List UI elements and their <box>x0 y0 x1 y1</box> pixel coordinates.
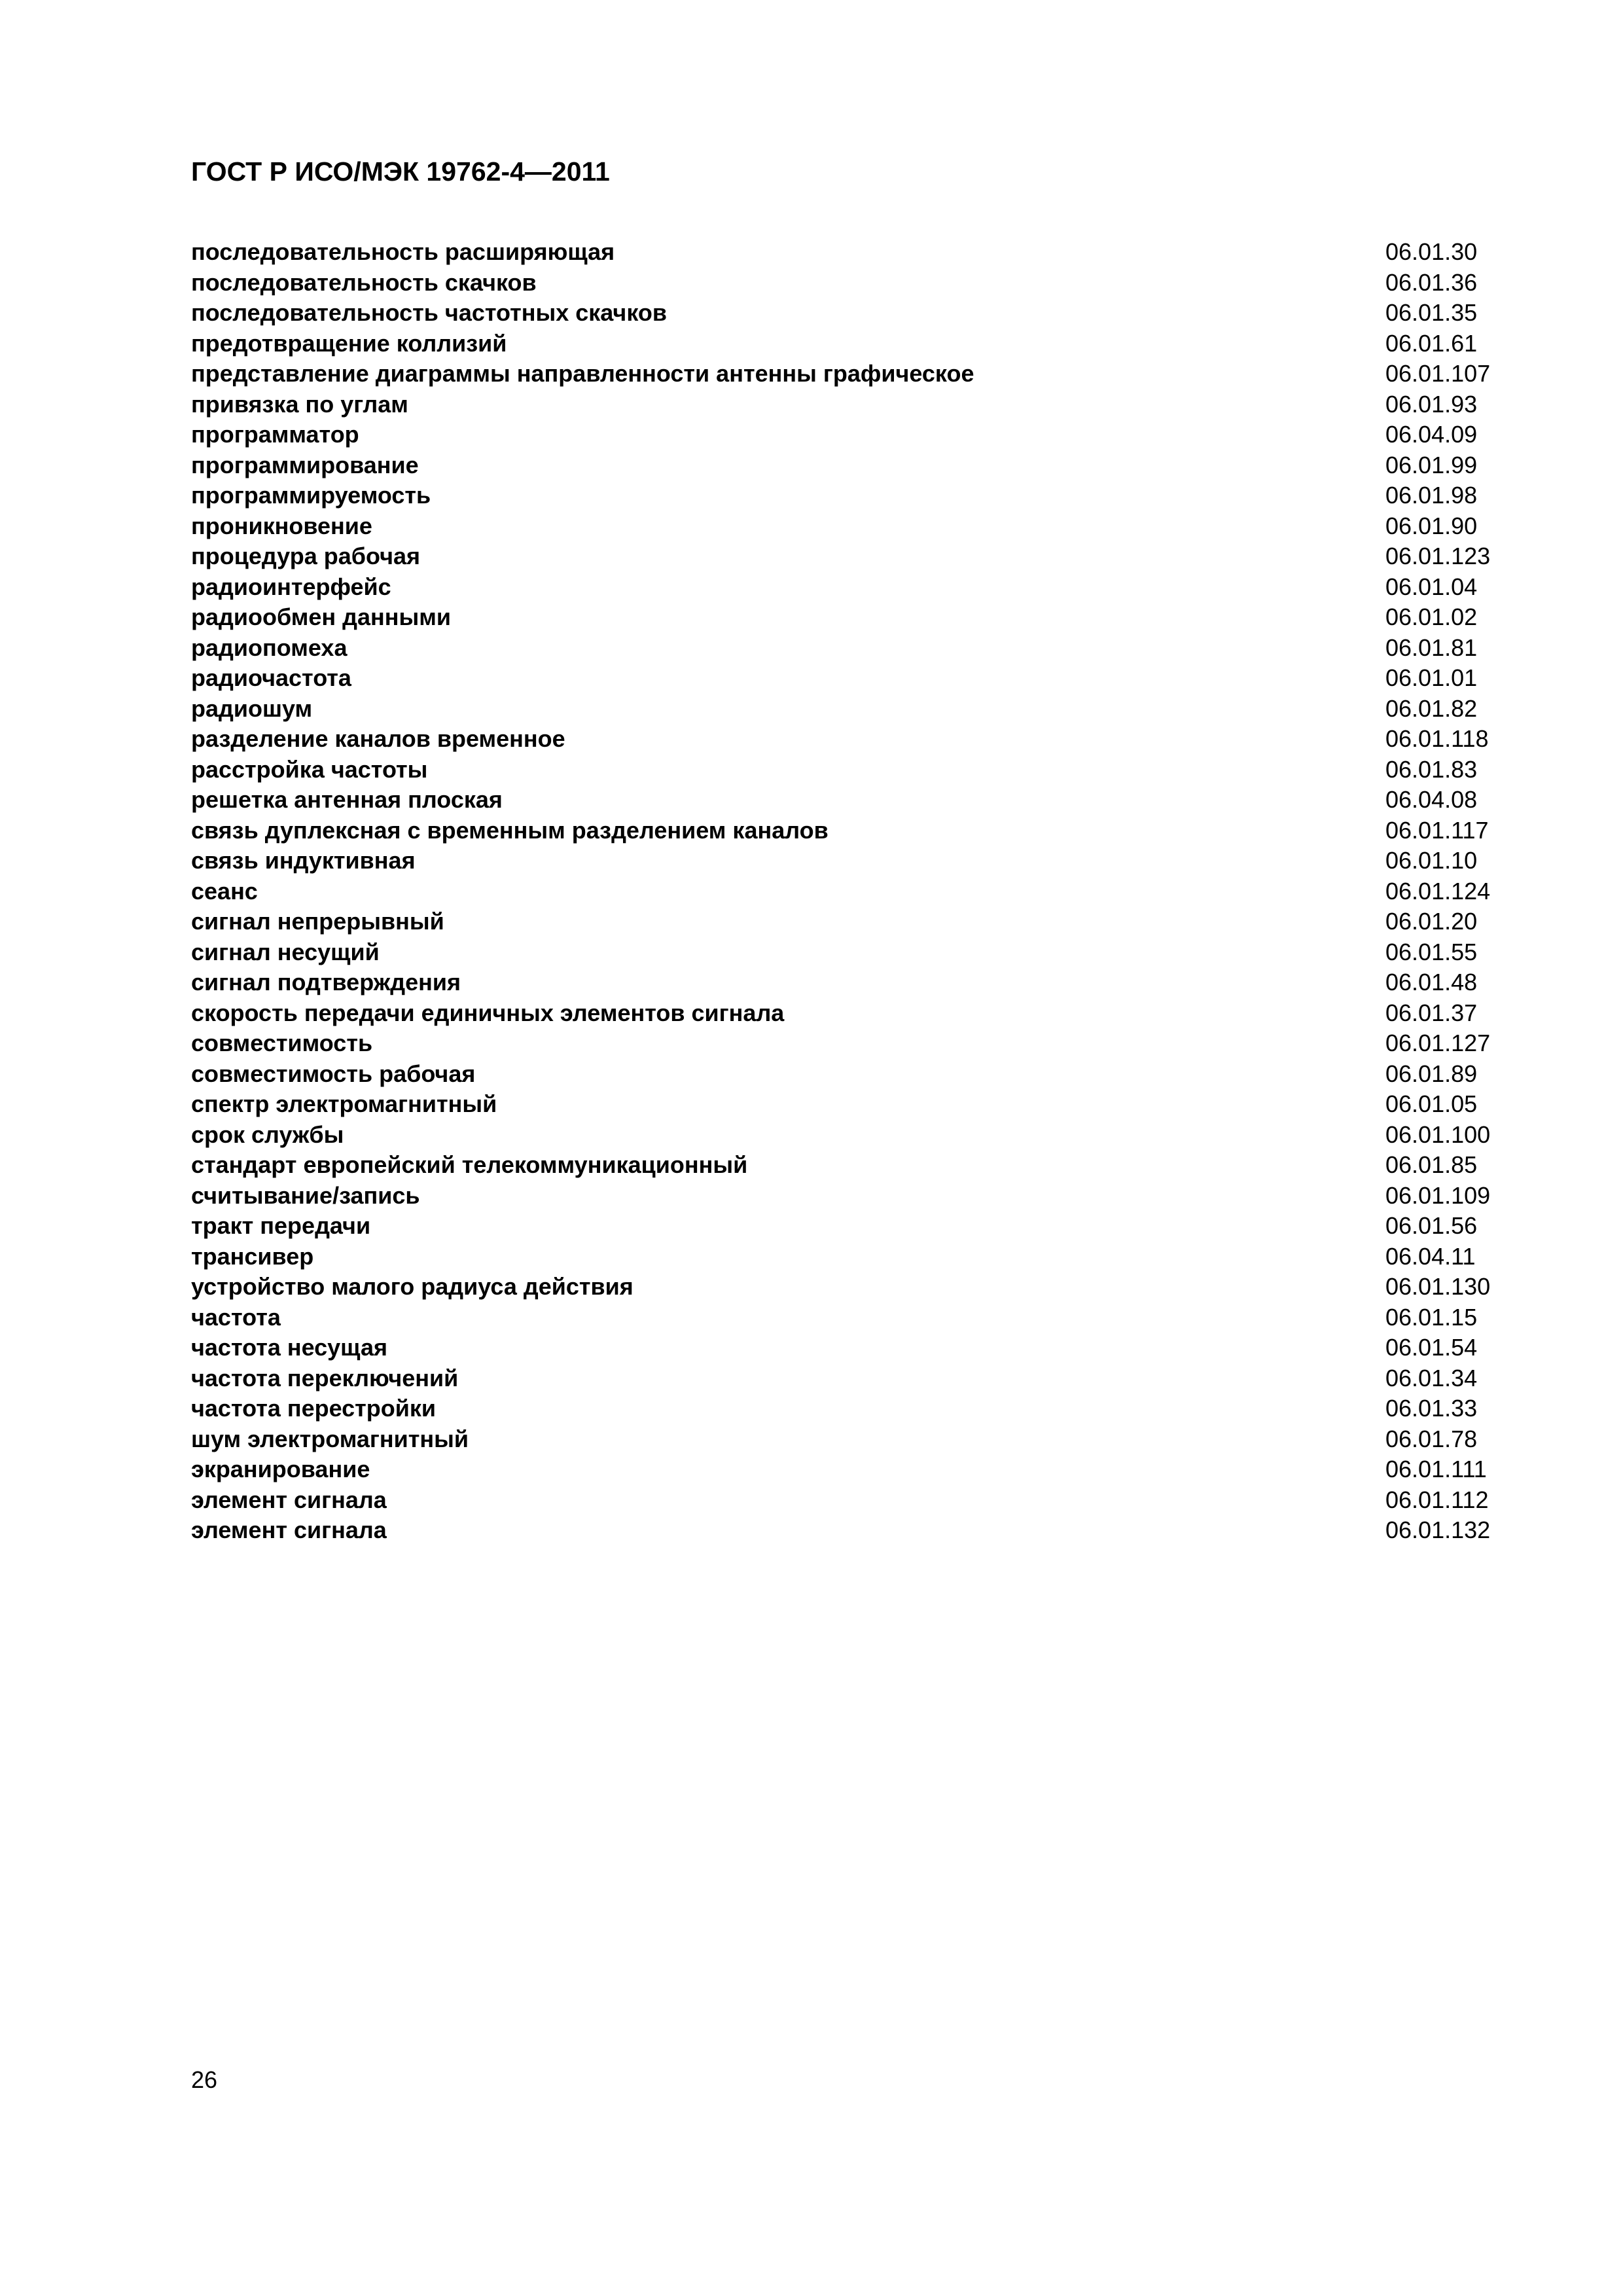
index-term: спектр электромагнитный <box>191 1090 497 1117</box>
index-code: 06.01.04 <box>1385 573 1478 600</box>
index-term: частота <box>191 1303 281 1331</box>
index-entry <box>191 480 1500 511</box>
index-term: элемент сигнала <box>191 1486 387 1513</box>
index-code: 06.01.111 <box>1385 1456 1487 1482</box>
index-entry <box>191 906 1500 937</box>
index-code: 06.01.10 <box>1385 847 1478 874</box>
document-title: ГОСТ Р ИСО/МЭК 19762-4—2011 <box>191 156 610 187</box>
index-entry <box>191 1150 1500 1181</box>
index-entry <box>191 1028 1500 1059</box>
index-term: радиочастота <box>191 664 351 691</box>
index-entry <box>191 602 1500 633</box>
index-entry <box>191 511 1500 542</box>
index-entry <box>191 1485 1500 1516</box>
index-code: 06.01.01 <box>1385 664 1478 691</box>
index-term: частота несущая <box>191 1334 388 1361</box>
index-code: 06.01.124 <box>1385 877 1491 905</box>
index-entry <box>191 876 1500 907</box>
index-code: 06.01.89 <box>1385 1060 1478 1087</box>
index-term: сигнал подтверждения <box>191 969 461 996</box>
index-entry <box>191 1302 1500 1333</box>
index-entry <box>191 1515 1500 1546</box>
index-entry <box>191 1242 1500 1272</box>
index-entry <box>191 268 1500 298</box>
index-code: 06.01.90 <box>1385 512 1478 539</box>
index-code: 06.01.117 <box>1385 816 1489 844</box>
index-term: последовательность расширяющая <box>191 238 615 265</box>
index-code: 06.01.34 <box>1385 1364 1478 1391</box>
index-term: связь дуплексная с временным разделением каналов <box>191 816 829 844</box>
index-entry <box>191 1089 1500 1120</box>
index-code: 06.01.109 <box>1385 1181 1491 1209</box>
index-entry <box>191 937 1500 968</box>
index-entry <box>191 1272 1500 1302</box>
index-entry <box>191 572 1500 603</box>
index-code: 06.01.33 <box>1385 1395 1478 1422</box>
index-term: разделение каналов временное <box>191 725 565 752</box>
index-code: 06.01.132 <box>1385 1516 1491 1543</box>
index-entry <box>191 1363 1500 1394</box>
index-term: радиошум <box>191 694 313 722</box>
index-term: сеанс <box>191 877 258 905</box>
index-term: проникновение <box>191 512 372 539</box>
index-term: предотвращение коллизий <box>191 329 507 357</box>
index-entry <box>191 694 1500 725</box>
index-entry <box>191 785 1500 816</box>
index-term: последовательность скачков <box>191 268 537 296</box>
index-entry <box>191 1424 1500 1455</box>
index-code: 06.01.20 <box>1385 908 1478 935</box>
index-entry <box>191 755 1500 785</box>
index-term: процедура рабочая <box>191 543 420 569</box>
index-term: привязка по углам <box>191 390 408 418</box>
index-entry <box>191 420 1500 450</box>
index-code: 06.01.35 <box>1385 299 1478 326</box>
index-code: 06.01.37 <box>1385 999 1478 1026</box>
index-term: последовательность частотных скачков <box>191 299 667 326</box>
index-entry <box>191 1059 1500 1090</box>
index-code: 06.01.02 <box>1385 603 1478 630</box>
index-term: стандарт европейский телекоммуникационный <box>191 1151 748 1178</box>
index-entry <box>191 329 1500 359</box>
index-code: 06.01.55 <box>1385 938 1478 965</box>
index-term: шум электромагнитный <box>191 1425 469 1452</box>
index-code: 06.01.78 <box>1385 1425 1478 1452</box>
index-term: трансивер <box>191 1242 314 1270</box>
index-code: 06.01.99 <box>1385 451 1478 478</box>
index-entry <box>191 663 1500 694</box>
index-term: совместимость рабочая <box>191 1060 476 1087</box>
index-code: 06.01.61 <box>1385 329 1478 357</box>
index-term: устройство малого радиуса действия <box>191 1273 633 1300</box>
index-term: срок службы <box>191 1121 344 1148</box>
index-entry <box>191 1333 1500 1363</box>
index-term: расстройка частоты <box>191 755 428 783</box>
index-term: программатор <box>191 421 359 448</box>
index-entry <box>191 1454 1500 1485</box>
index-code: 06.01.83 <box>1385 755 1478 783</box>
index-code: 06.01.112 <box>1385 1486 1489 1513</box>
index-term: считывание/запись <box>191 1181 420 1209</box>
index-code: 06.01.130 <box>1385 1273 1491 1300</box>
index-entry <box>191 541 1500 572</box>
page-number: 26 <box>191 2066 218 2093</box>
index-entry <box>191 967 1500 998</box>
index-entry <box>191 298 1500 329</box>
index-term: тракт передачи <box>191 1212 371 1239</box>
index-entry <box>191 1181 1500 1211</box>
index-code: 06.01.85 <box>1385 1151 1478 1178</box>
index-code: 06.01.48 <box>1385 969 1478 996</box>
index-entry <box>191 633 1500 664</box>
index-term: элемент сигнала <box>191 1516 387 1543</box>
index-term: сигнал непрерывный <box>191 908 444 935</box>
index-entry <box>191 1393 1500 1424</box>
alphabetical-index <box>191 237 1500 1546</box>
index-term: совместимость <box>191 1030 373 1056</box>
index-term: программируемость <box>191 482 431 509</box>
index-code: 06.04.08 <box>1385 786 1478 813</box>
index-code: 06.01.82 <box>1385 694 1478 722</box>
index-code: 06.01.15 <box>1385 1303 1478 1331</box>
index-term: частота переключений <box>191 1364 459 1391</box>
index-term: сигнал несущий <box>191 938 380 965</box>
index-code: 06.01.81 <box>1385 634 1478 661</box>
index-entry <box>191 450 1500 481</box>
index-term: радиопомеха <box>191 634 348 661</box>
index-term: скорость передачи единичных элементов сигнала <box>191 999 785 1026</box>
index-code: 06.01.127 <box>1385 1030 1491 1056</box>
index-entry <box>191 998 1500 1029</box>
index-entry <box>191 1211 1500 1242</box>
index-term: частота перестройки <box>191 1395 437 1422</box>
index-entry <box>191 359 1500 389</box>
index-term: представление диаграммы направленности антенны графическое <box>191 360 974 387</box>
index-code: 06.04.09 <box>1385 421 1478 448</box>
index-code: 06.01.107 <box>1385 360 1491 387</box>
index-code: 06.04.11 <box>1385 1242 1476 1270</box>
index-code: 06.01.123 <box>1385 543 1491 569</box>
index-term: программирование <box>191 451 419 478</box>
index-term: экранирование <box>191 1456 370 1482</box>
index-term: связь индуктивная <box>191 847 416 874</box>
index-code: 06.01.56 <box>1385 1212 1478 1239</box>
index-code: 06.01.100 <box>1385 1121 1491 1148</box>
index-entry <box>191 724 1500 755</box>
index-entry <box>191 816 1500 846</box>
index-entry <box>191 237 1500 268</box>
index-entry <box>191 389 1500 420</box>
index-code: 06.01.30 <box>1385 238 1478 265</box>
index-term: радиоинтерфейс <box>191 573 391 600</box>
index-entry <box>191 846 1500 876</box>
index-term: радиообмен данными <box>191 603 452 630</box>
index-code: 06.01.36 <box>1385 268 1478 296</box>
index-code: 06.01.93 <box>1385 390 1478 418</box>
index-code: 06.01.98 <box>1385 482 1478 509</box>
index-code: 06.01.05 <box>1385 1090 1478 1117</box>
index-code: 06.01.118 <box>1385 725 1489 752</box>
index-term: решетка антенная плоская <box>191 786 503 813</box>
index-code: 06.01.54 <box>1385 1334 1478 1361</box>
index-entry <box>191 1120 1500 1151</box>
